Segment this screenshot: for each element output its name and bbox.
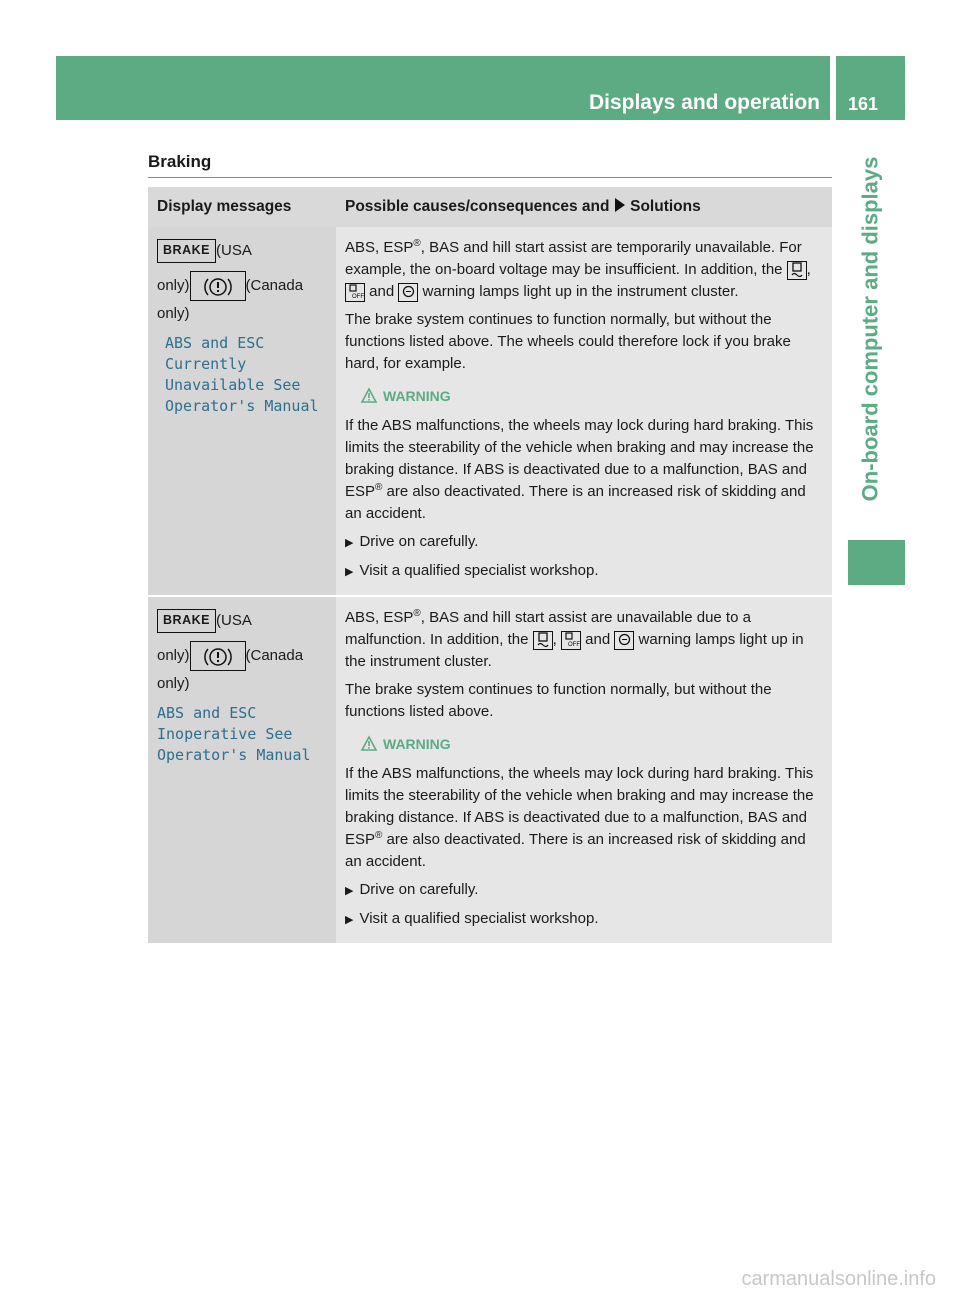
watermark: carmanualsonline.info: [741, 1268, 936, 1290]
brake-warning-icon: BRAKE: [157, 239, 216, 263]
brake-circle-icon: [190, 271, 246, 301]
action-item: [345, 531, 823, 554]
text: Drive on carefully.: [359, 881, 479, 898]
canada-only-label: (Canada: [245, 276, 304, 294]
text: , BAS and hill start assist are unavailable due to a malfunction. In addition, the: [345, 609, 751, 648]
warning-paragraph: [345, 763, 823, 873]
cause-paragraph: ABS, ESP®, BAS and hill start assist are unavailable due to a malfunction. In addition, the , OFF and warning lamps light up in the instrument cluster.: [345, 608, 804, 670]
esp-lamp-icon: [533, 631, 553, 650]
registered-mark: ®: [375, 830, 383, 841]
registered-mark: ®: [413, 238, 421, 249]
esp-off-lamp-icon: [561, 631, 581, 650]
consequence-paragraph: The brake system continues to function normally, but without the functions listed above.: [345, 681, 772, 720]
action-arrow-icon: ▶: [345, 537, 354, 549]
text: are also deactivated. There is an increased risk of skidding and an accident.: [345, 483, 806, 522]
table-header-row: [148, 187, 832, 227]
action-arrow-icon: ▶: [345, 914, 354, 926]
canada-only-label-end: only): [157, 305, 190, 322]
action-arrow-icon: ▶: [345, 566, 354, 578]
consequence-paragraph: The brake system continues to function normally, but without the functions listed above. The wheels could therefore lock if you brake hard, for example.: [345, 311, 791, 372]
esp-off-lamp-icon: [345, 283, 365, 302]
col-header-display-messages: Display messages: [148, 187, 336, 227]
text: warning lamps light up in the instrument cluster.: [422, 283, 739, 300]
lamp-off-text: OFF: [352, 293, 364, 300]
registered-mark: ®: [413, 608, 421, 619]
text: , BAS and hill start assist are temporarily unavailable. For example, the on-board voltage may be insufficient. In addition, the: [345, 239, 802, 278]
warning-heading: [361, 385, 823, 407]
warning-paragraph: [345, 415, 823, 525]
text: warning lamps light up in the instrument cluster.: [345, 631, 804, 670]
section-divider: [148, 177, 832, 178]
text: Drive on carefully.: [359, 533, 479, 550]
action-arrow-icon: ▶: [345, 885, 354, 897]
warning-triangle-icon: [361, 736, 377, 751]
canada-only-label: (Canada: [245, 646, 304, 664]
col-header-text: Possible causes/consequences and: [345, 198, 610, 215]
usa-only-label: (USA: [216, 241, 252, 259]
display-messages-table: [148, 187, 832, 943]
side-tab-label: On-board computer and displays: [857, 156, 883, 501]
usa-only-label: (USA: [216, 611, 252, 629]
abs-lamp-icon: [398, 283, 418, 302]
action-item: [345, 879, 823, 902]
side-tab: [836, 126, 905, 531]
text: If the ABS malfunctions, the wheels may lock during hard braking. This limits the steerability of the vehicle when braking and may increase the braking distance. If ABS is deactivated due to a malfunction, BAS and ESP: [345, 765, 814, 848]
brake-warning-icon: BRAKE: [157, 609, 216, 633]
abs-lamp-icon: [614, 631, 634, 650]
text: ABS, ESP: [345, 609, 414, 626]
display-message-text: ABS and ESC Currently Unavailable See Operator's Manual: [165, 334, 319, 415]
esp-lamp-icon: [787, 261, 807, 280]
text: are also deactivated. There is an increased risk of skidding and an accident.: [345, 831, 806, 870]
text: If the ABS malfunctions, the wheels may lock during hard braking. This limits the steerability of the vehicle when braking and may increase the braking distance. If ABS is deactivated due to a malfunction, BAS and ESP: [345, 417, 814, 500]
usa-only-label-end: only): [157, 276, 190, 294]
solutions-cell: [336, 597, 832, 943]
text: ABS, ESP: [345, 239, 414, 256]
page-number: 161: [848, 94, 879, 114]
chapter-marker: [848, 540, 905, 585]
warning-label: WARNING: [383, 388, 451, 404]
text: Visit a qualified specialist workshop.: [359, 910, 599, 927]
col-header-text-solutions: Solutions: [630, 198, 701, 215]
brake-circle-icon: [190, 641, 246, 671]
text: Visit a qualified specialist workshop.: [359, 562, 599, 579]
text: and: [585, 631, 611, 648]
solutions-cell: [336, 227, 832, 595]
lamp-off-text: OFF: [567, 641, 580, 648]
display-message-cell: [148, 597, 336, 943]
action-item: [345, 908, 823, 931]
usa-only-label-end: only): [157, 646, 190, 664]
registered-mark: ®: [375, 482, 383, 493]
table-row: [148, 227, 832, 595]
warning-heading: [361, 733, 823, 755]
header-title: Displays and operation: [588, 91, 820, 114]
section-title: Braking: [148, 152, 212, 171]
action-item: [345, 560, 823, 583]
text: and: [369, 283, 395, 300]
table-row: [148, 597, 832, 943]
action-arrow-icon: [614, 198, 626, 212]
col-header-solutions: [336, 187, 832, 227]
canada-only-label-end: only): [157, 675, 190, 692]
cause-paragraph: ABS, ESP®, BAS and hill start assist are temporarily unavailable. For example, the on-board voltage may be insufficient. In addition, the , OFF and warning lamps light up in the instrument cluster.: [345, 238, 811, 300]
display-message-text: ABS and ESC Inoperative See Operator's Manual: [157, 704, 311, 764]
warning-label: WARNING: [383, 736, 451, 752]
display-message-cell: [148, 227, 336, 595]
warning-triangle-icon: [361, 388, 377, 403]
